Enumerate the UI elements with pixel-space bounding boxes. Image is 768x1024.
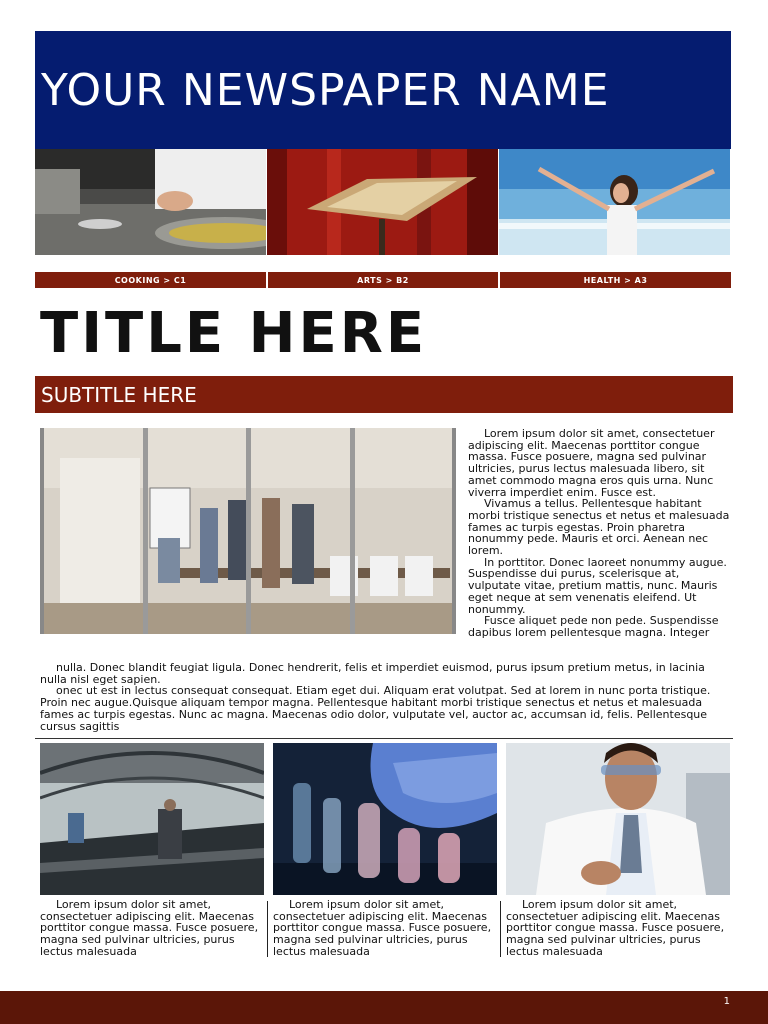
caption-divider	[500, 901, 501, 957]
page-number: 1	[723, 996, 730, 1007]
masthead	[35, 31, 731, 149]
newspaper-name: YOUR NEWSPAPER NAME	[41, 64, 610, 116]
caption-text: Lorem ipsum dolor sit amet, consectetuer adipiscing elit. Maecenas porttitor congue massa. Fusce posuere, magna sed pulvinar ultricies, purus lectus malesuada	[273, 898, 492, 958]
caption-walkway	[40, 899, 262, 958]
scientist-photo	[506, 743, 730, 895]
health-photo	[499, 149, 730, 255]
section-divider	[35, 738, 733, 739]
paragraph: In porttitor. Donec laoreet nonummy augue. Suspendisse dui purus, scelerisque at, vulputate vitae, pretium mattis, nunc. Mauris eget neque at sem venenatis eleifend. Ut nonummy.	[468, 555, 727, 616]
caption-text: Lorem ipsum dolor sit amet, consectetuer adipiscing elit. Maecenas porttitor congue massa. Fusce posuere, magna sed pulvinar ultricies, purus lectus malesuada	[506, 898, 725, 958]
paragraph: nulla. Donec blandit feugiat ligula. Donec hendrerit, felis et imperdiet euismod, purus ipsum pretium metus, in lacinia nulla nisl eget sapien.	[40, 661, 705, 686]
meeting-photo	[40, 428, 456, 634]
arts-photo	[267, 149, 498, 255]
category-health[interactable]: HEALTH > A3	[500, 272, 731, 288]
lab-tubes-photo	[273, 743, 497, 895]
cooking-photo	[35, 149, 266, 255]
caption-text: Lorem ipsum dolor sit amet, consectetuer adipiscing elit. Maecenas porttitor congue massa. Fusce posuere, magna sed pulvinar ultricies, purus lectus malesuada	[40, 898, 259, 958]
category-arts[interactable]: ARTS > B2	[268, 272, 498, 288]
page-footer	[0, 991, 768, 1024]
article-title: TITLE HERE	[40, 301, 428, 366]
article-subtitle-bar	[35, 376, 733, 413]
article-subtitle: SUBTITLE HERE	[41, 382, 197, 407]
caption-scientist	[506, 899, 728, 958]
category-cooking[interactable]: COOKING > C1	[35, 272, 266, 288]
paragraph: Lorem ipsum dolor sit amet, consectetuer adipiscing elit. Maecenas porttitor congue massa. Fusce posuere, magna sed pulvinar ultricies, purus lectus malesuada libero, sit amet commodo magna eros quis urna. Nunc viverra imperdiet enim. Fusce est.	[468, 427, 715, 499]
caption-divider	[267, 901, 268, 957]
article-full-width-text	[40, 662, 730, 732]
article-right-column	[468, 428, 730, 639]
paragraph: Vivamus a tellus. Pellentesque habitant morbi tristique senectus et netus et malesuada fames ac turpis egestas. Proin pharetra nonummy pede. Mauris et orci. Aenean nec lorem.	[468, 497, 730, 558]
paragraph: Fusce aliquet pede non pede. Suspendisse dapibus lorem pellentesque magna. Integer	[468, 614, 719, 639]
caption-lab	[273, 899, 495, 958]
walkway-photo	[40, 743, 264, 895]
paragraph: onec ut est in lectus consequat consequat. Etiam eget dui. Aliquam erat volutpat. Sed at lorem in nunc porta tristique. Proin nec augue.Quisque aliquam tempor magna. Pellentesque habitant morbi tristique senectus et netus et malesuada fames ac turpis egestas. Nunc ac magna. Maecenas odio dolor, vulputate vel, auctor ac, accumsan id, felis. Pellentesque cursus sagittis	[40, 684, 711, 733]
